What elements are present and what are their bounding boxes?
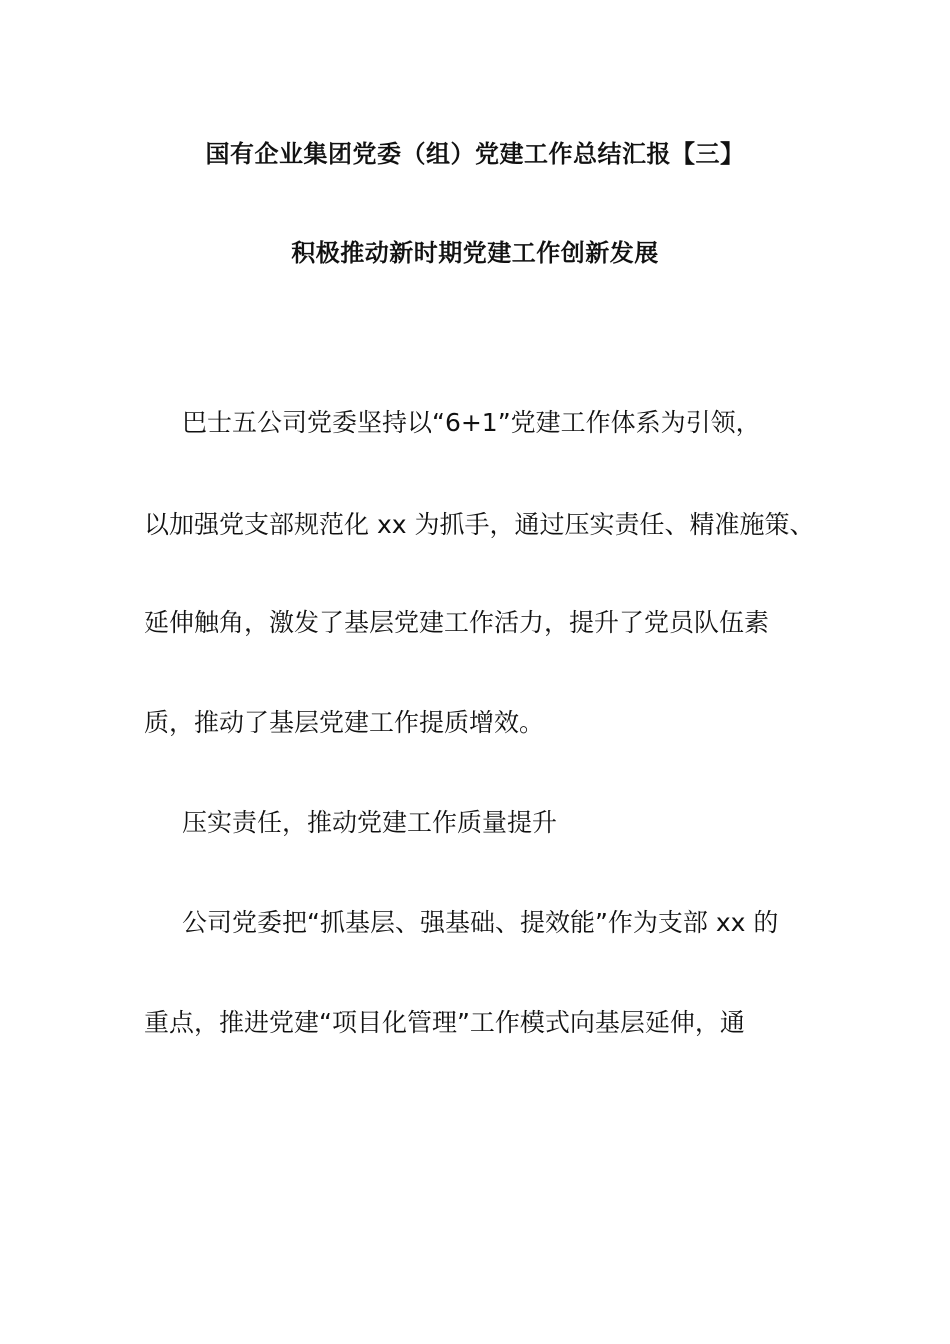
- paragraph-line: 质，推动了基层党建工作提质增效。: [144, 708, 545, 737]
- paragraph-line: 延伸触角，激发了基层党建工作活力，提升了党员队伍素: [144, 608, 770, 637]
- document-title: 国有企业集团党委（组）党建工作总结汇报【三】: [205, 140, 745, 168]
- section-heading: 压实责任，推动党建工作质量提升: [182, 808, 558, 837]
- paragraph-line: 公司党委把“抓基层、强基础、提效能”作为支部 xx 的: [182, 908, 779, 937]
- paragraph-line: 重点，推进党建“项目化管理”工作模式向基层延伸，通: [144, 1008, 745, 1037]
- paragraph-line: 巴士五公司党委坚持以“6+1”党建工作体系为引领，: [182, 408, 761, 437]
- paragraph-line: 以加强党支部规范化 xx 为抓手，通过压实责任、精准施策、: [144, 510, 815, 539]
- document-subtitle: 积极推动新时期党建工作创新发展: [291, 239, 659, 267]
